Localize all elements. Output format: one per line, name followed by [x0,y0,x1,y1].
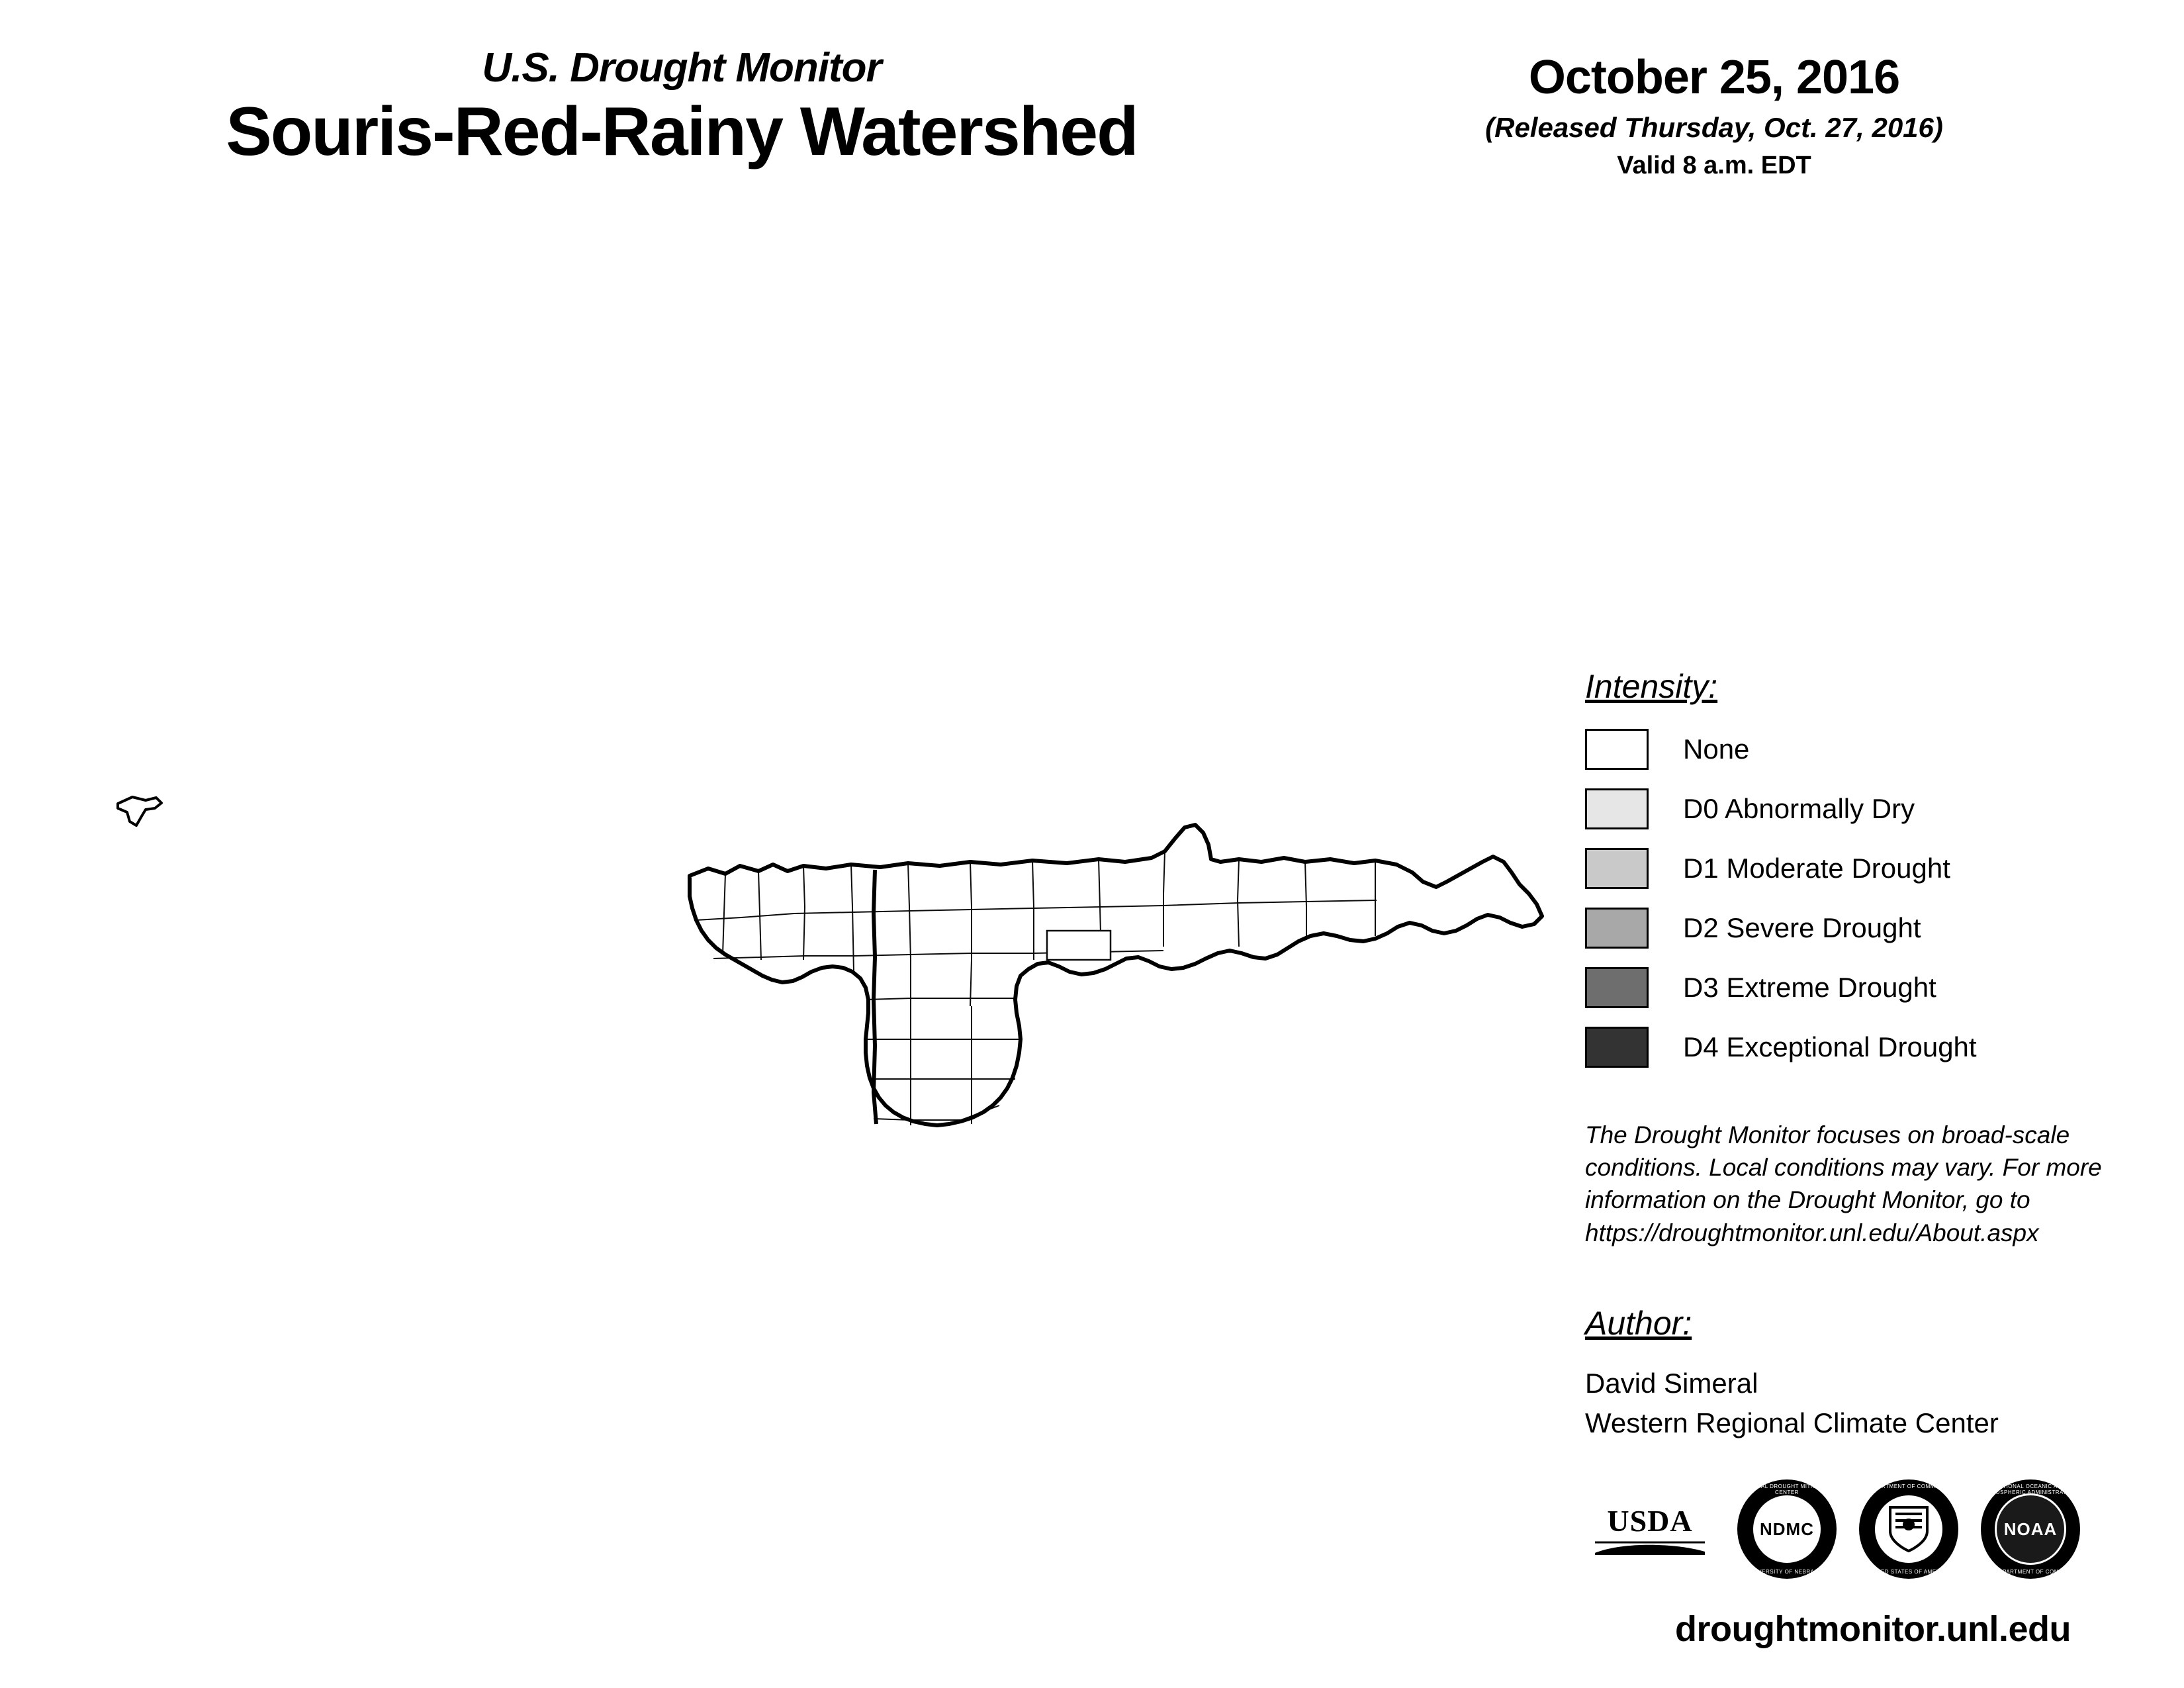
website-url[interactable]: droughtmonitor.unl.edu [1675,1609,2071,1649]
noaa-logo-ring-bottom: U.S. DEPARTMENT OF COMMERCE [1981,1569,2080,1575]
legend-item-d3 [1585,958,2134,1017]
legend-label-d4: D4 Exceptional Drought [1683,1031,1977,1062]
legend-item-d4 [1585,1017,2134,1077]
valid-time: Valid 8 a.m. EDT [1617,151,1811,179]
legend-label-d1: D1 Moderate Drought [1683,853,1950,884]
legend-swatch-d0 [1585,788,1649,829]
legend-title: Intensity: [1585,668,1718,705]
legend [1585,669,2134,1077]
doc-logo [1859,1479,1958,1579]
usda-logo-word: USDA [1607,1503,1693,1538]
legend-swatch-d1 [1585,848,1649,889]
page-subtitle: U.S. Drought Monitor [482,45,882,91]
legend-item-d2 [1585,898,2134,958]
legend-swatch-d4 [1585,1027,1649,1068]
ndmc-logo-ring-bottom: UNIVERSITY OF NEBRASKA [1748,1569,1826,1575]
legend-label-d0: D0 Abnormally Dry [1683,793,1915,824]
ndmc-logo-ring-top: NATIONAL DROUGHT MITIGATION CENTER [1739,1483,1835,1495]
ndmc-logo [1737,1479,1837,1579]
legend-item-none [1585,720,2134,779]
page-title: Souris-Red-Rainy Watershed [226,93,1138,171]
noaa-logo-word: NOAA [1995,1493,2066,1565]
noaa-logo [1981,1479,2080,1579]
legend-item-d0 [1585,779,2134,839]
author-name: David Simeral [1585,1368,1758,1399]
shield-icon [1888,1505,1930,1554]
doc-logo-ring-bottom: UNITED STATES OF AMERICA [1867,1569,1950,1575]
header-right-block [1363,53,2065,180]
map-date: October 25, 2016 [1528,51,1900,104]
author-block [1585,1364,1999,1442]
header-left-block [0,46,1363,171]
author-heading: Author: [1585,1305,1692,1342]
logo-row [1585,1466,2148,1592]
legend-swatch-d2 [1585,908,1649,949]
usda-logo-swoosh [1594,1538,1706,1556]
author-affiliation: Western Regional Climate Center [1585,1407,1999,1438]
doc-logo-ring-top: DEPARTMENT OF COMMERCE [1866,1483,1952,1489]
legend-label-d2: D2 Severe Drought [1683,912,1921,943]
legend-label-none: None [1683,733,1750,765]
usda-logo [1585,1486,1715,1572]
map-detached-island [118,797,161,825]
noaa-logo-ring-top: NATIONAL OCEANIC AND ATMOSPHERIC ADMINISTRATION [1983,1483,2077,1495]
map-watershed-outline [690,825,1542,1125]
ndmc-logo-word: NDMC [1751,1493,1823,1565]
souris-red-rainy-watershed-map [0,695,1575,1291]
legend-swatch-d3 [1585,967,1649,1008]
doc-logo-emblem [1873,1493,1944,1565]
release-date: (Released Thursday, Oct. 27, 2016) [1485,111,1943,143]
disclaimer-text: The Drought Monitor focuses on broad-scale conditions. Local conditions may vary. For more information on the Drought Monitor, go to https://droughtmonitor.unl.edu/About.aspx [1585,1121,2102,1246]
legend-item-d1 [1585,839,2134,898]
legend-swatch-none [1585,729,1649,770]
legend-label-d3: D3 Extreme Drought [1683,972,1936,1003]
